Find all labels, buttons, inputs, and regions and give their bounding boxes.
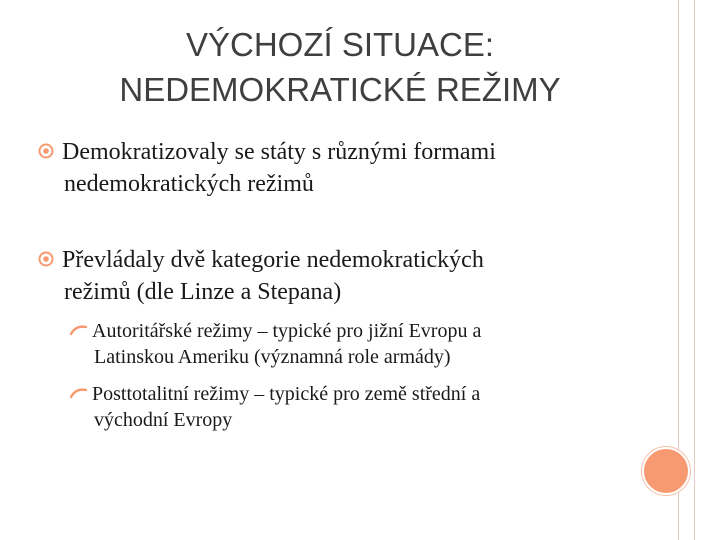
decorative-rail-right: [694, 0, 695, 540]
decorative-circle: [642, 447, 690, 495]
sub-bullet-marker-icon: [70, 387, 87, 399]
slide-title: [60, 22, 620, 112]
slide-title-line-1: VÝCHOZÍ SITUACE:: [185, 26, 495, 63]
bullet-marker-icon: [38, 143, 54, 159]
bullet-item-1: [38, 136, 628, 200]
bullet-2-line-2: režimů (dle Linze a Stepana): [64, 279, 342, 305]
bullet-marker-icon: [38, 251, 54, 267]
sub-bullet-item-1: [70, 318, 630, 370]
slide-title-line-2: NEDEMOKRATICKÉ REŽIMY: [119, 71, 561, 108]
bullet-2-line-1: Převládaly dvě kategorie nedemokratických: [62, 247, 484, 273]
sub-bullet-marker-icon: [70, 324, 87, 336]
bullet-item-2: [38, 244, 628, 308]
sub-bullet-2-line-2: východní Evropy: [94, 409, 233, 431]
sub-bullet-item-2: [70, 381, 630, 433]
sub-bullet-1-line-1: Autoritářské režimy – typické pro jižní Evropu a: [92, 320, 482, 342]
sub-bullet-1-line-2: Latinskou Ameriku (významná role armády): [94, 346, 451, 368]
sub-bullet-2-line-1: Posttotalitní režimy – typické pro země střední a: [92, 383, 481, 405]
bullet-1-line-2: nedemokratických režimů: [64, 171, 314, 197]
bullet-1-line-1: Demokratizovaly se státy s různými formami: [62, 139, 496, 165]
